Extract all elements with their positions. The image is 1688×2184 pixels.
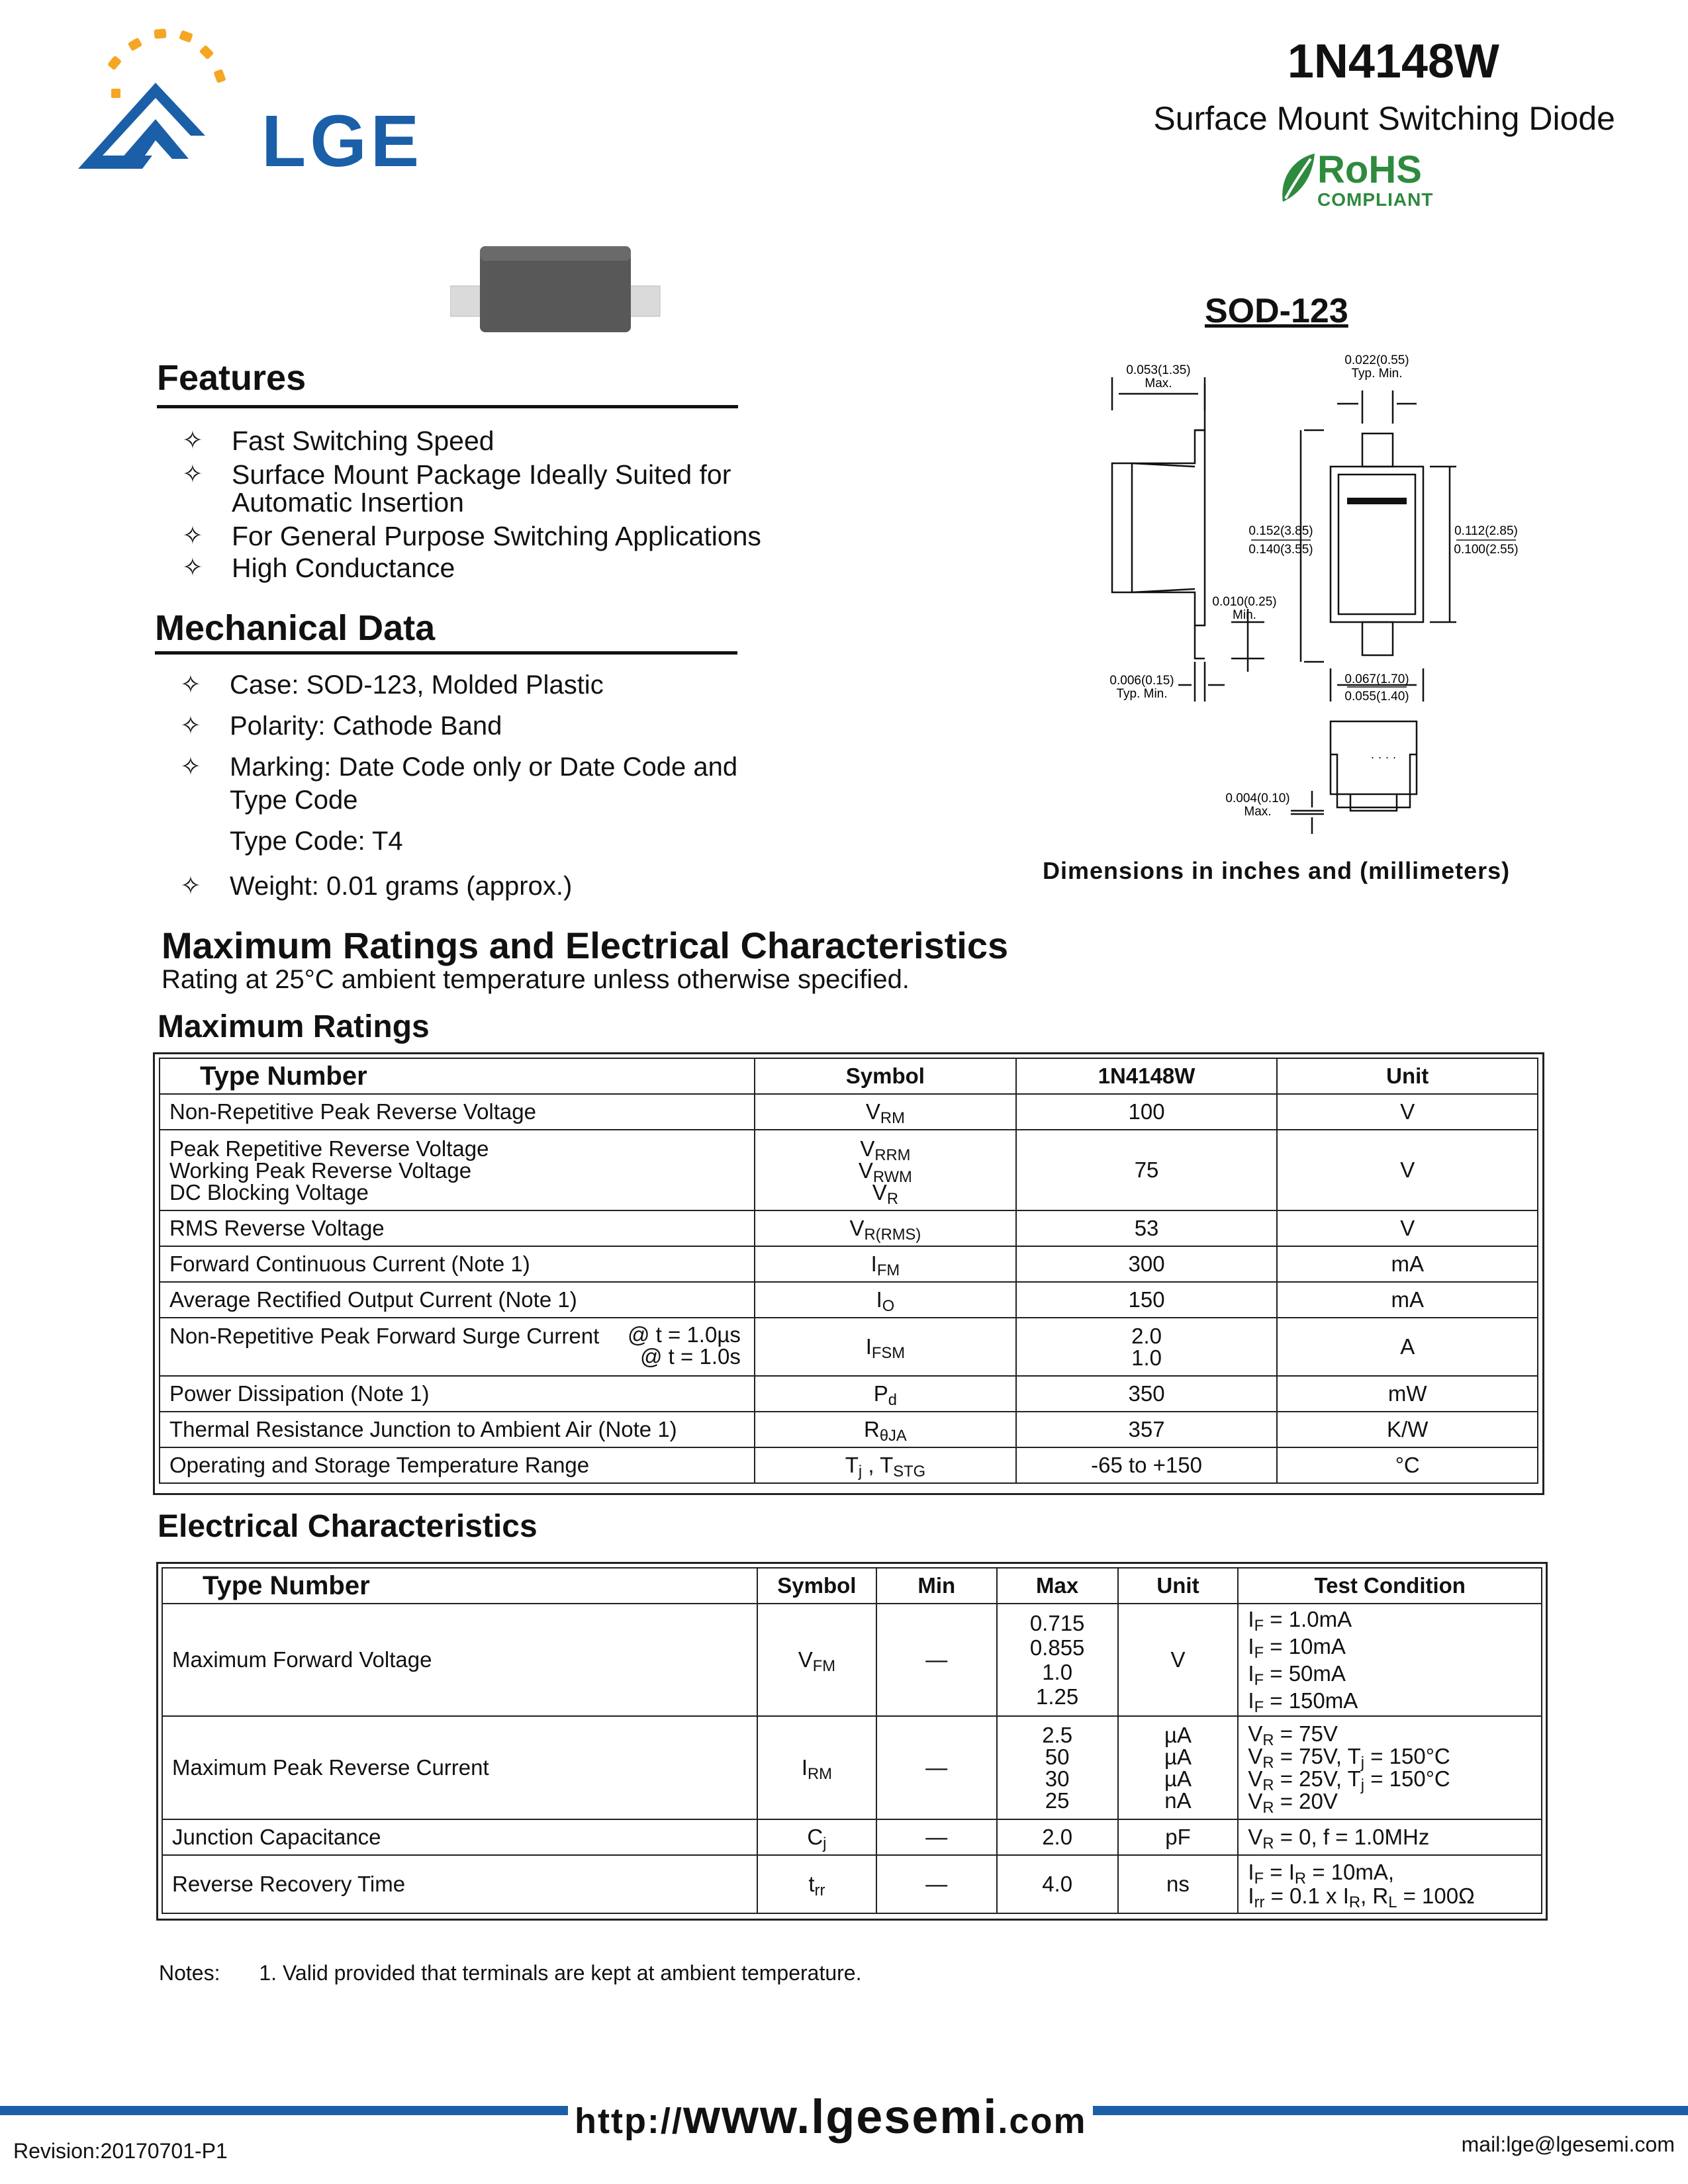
- dim-label: Min.: [1233, 608, 1256, 622]
- part-subtitle: Surface Mount Switching Diode: [1153, 100, 1615, 137]
- rohs-badge: [1317, 148, 1434, 210]
- table-row: Power Dissipation (Note 1) $P_d$ 350 mW: [160, 1376, 1538, 1412]
- table-row: Operating and Storage Temperature Range $T_j$ , $T_{STG}$ -65 to +150 °C: [160, 1447, 1538, 1483]
- part-number-title: 1N4148W: [1287, 35, 1499, 88]
- elec-table: [162, 1567, 1542, 1914]
- list-item: ✧ High Conductance: [182, 553, 455, 583]
- dim-label: Max.: [1145, 377, 1172, 390]
- dim-label: 0.152(3.85): [1248, 524, 1313, 538]
- star-bullet-icon: ✧: [180, 671, 201, 699]
- footer-mail-link[interactable]: mail:lge@lgesemi.com: [1461, 2132, 1675, 2156]
- features-heading: Features: [157, 358, 306, 398]
- dim-label: 0.053(1.35): [1126, 363, 1191, 377]
- features-rule: [157, 405, 738, 408]
- dim-label: Typ. Min.: [1351, 367, 1403, 381]
- max-ratings-table: [159, 1058, 1538, 1484]
- max-ratings-heading: Maximum Ratings: [158, 1009, 430, 1044]
- table-header-row: Type Number Symbol Min Max Unit Test Condition: [162, 1568, 1542, 1604]
- diode-photo: [450, 240, 662, 345]
- list-item: ✧ Case: SOD-123, Molded Plastic: [157, 668, 852, 702]
- logo-wordmark: LGE: [261, 101, 424, 182]
- mechanical-heading: Mechanical Data: [155, 608, 436, 648]
- note-1: 1. Valid provided that terminals are kept at ambient temperature.: [259, 1961, 862, 1985]
- dim-label: 0.004(0.10): [1225, 792, 1290, 805]
- dim-label: 0.112(2.85): [1454, 524, 1518, 538]
- table-row: Non-Repetitive Peak Reverse Voltage $V_{RM}$ 100 V: [160, 1094, 1538, 1130]
- package-dimension-drawing: [1086, 344, 1549, 847]
- section-subtitle: Rating at 25°C ambient temperature unless otherwise specified.: [162, 965, 910, 994]
- star-bullet-icon: ✧: [182, 554, 203, 582]
- table-row: Non-Repetitive Peak Forward Surge Current @ t = 1.0µs @ t = 1.0s $I_{FSM}$ 2.0 1.0 A: [160, 1318, 1538, 1376]
- table-row: Thermal Resistance Junction to Ambient Air (Note 1) $R_{\theta JA}$ 357 K/W: [160, 1412, 1538, 1447]
- table-header-row: [160, 1058, 1538, 1094]
- table-row: Peak Repetitive Reverse Voltage Working Peak Reverse Voltage DC Blocking Voltage $V_{RRM}$ $V_{RWM}$ $V_R$ 75 V: [160, 1130, 1538, 1210]
- star-bullet-icon: ✧: [182, 522, 203, 550]
- dim-label: 0.022(0.55): [1344, 353, 1409, 367]
- table-row: Maximum Forward Voltage $V_{FM}$ — 0.715 0.855 1.0 1.25 V $I_F = 1.0mA$ $I_F = 10mA$ $I_F = 50mA$ $I_F = 150mA$: [162, 1604, 1542, 1716]
- dimensions-caption: Dimensions in inches and (millimeters): [1043, 857, 1511, 884]
- table-row: Average Rectified Output Current (Note 1) $I_O$ 150 mA: [160, 1282, 1538, 1318]
- dim-label: 0.140(3.55): [1248, 543, 1313, 557]
- svg-text:· · · ·: · · · ·: [1370, 751, 1397, 764]
- table-row: RMS Reverse Voltage $V_{R(RMS)}$ 53 V: [160, 1210, 1538, 1246]
- rohs-label: RoHS: [1317, 148, 1422, 191]
- list-item: Type Code: T4: [230, 827, 403, 856]
- lge-logo-icon: [73, 20, 252, 172]
- leaf-icon: [1276, 152, 1317, 205]
- table-row: Maximum Peak Reverse Current $I_{RM}$ — 2.5 50 30 25 µA µA µA nA $V_R = 75V$ $V_R = 75V$, $T_j = 150^\circ C$ $V_R = 25V$, $T_j = 150^\circ C$ $V_R = 20V$: [162, 1716, 1542, 1819]
- col-symbol: Symbol: [755, 1058, 1016, 1094]
- col-unit: Unit: [1277, 1058, 1538, 1094]
- star-bullet-icon: ✧: [180, 753, 201, 781]
- star-bullet-icon: ✧: [180, 712, 201, 740]
- dim-label: Max.: [1244, 805, 1272, 819]
- revision-label: Revision:20170701-P1: [13, 2139, 228, 2163]
- dim-label: 0.100(2.55): [1454, 543, 1519, 557]
- col-part: 1N4148W: [1016, 1058, 1278, 1094]
- dim-label: 0.067(1.70): [1344, 672, 1409, 686]
- col-type-number: Type Number: [160, 1058, 755, 1094]
- rohs-compliant-label: COMPLIANT: [1317, 189, 1434, 210]
- mechanical-list: [157, 668, 852, 903]
- dim-label: 0.006(0.15): [1109, 674, 1174, 688]
- footer-website-link[interactable]: http://www.lgesemi.com: [568, 2090, 1093, 2144]
- table-row: Junction Capacitance $C_j$ — 2.0 pF $V_R = 0$, f = 1.0MHz: [162, 1819, 1542, 1855]
- table-row: Forward Continuous Current (Note 1) $I_{FM}$ 300 mA: [160, 1246, 1538, 1282]
- mechanical-rule: [155, 651, 737, 655]
- features-list: [159, 425, 821, 584]
- list-item: ✧ Weight: 0.01 grams (approx.): [157, 870, 852, 903]
- star-bullet-icon: ✧: [180, 872, 201, 900]
- dim-label: 0.010(0.25): [1212, 595, 1277, 609]
- section-title: Maximum Ratings and Electrical Characteristics: [162, 925, 1009, 966]
- star-bullet-icon: ✧: [182, 427, 203, 455]
- list-item: ✧ Marking: Date Code only or Date Code and Type Code: [157, 751, 852, 817]
- table-row: Reverse Recovery Time $t_{rr}$ — 4.0 ns $I_F = I_R = 10mA$, $I_{rr} = 0.1$ x $I_R$, $R_L = 100\Omega$: [162, 1855, 1542, 1913]
- list-item: ✧ For General Purpose Switching Applications: [182, 521, 761, 551]
- list-item: ✧ Fast Switching Speed: [182, 426, 494, 456]
- notes: [159, 1961, 861, 1985]
- list-item: ✧ Polarity: Cathode Band: [157, 709, 852, 743]
- dim-label: Typ. Min.: [1116, 687, 1168, 701]
- list-item: ✧ Surface Mount Package Ideally Suited for Automatic Insertion: [182, 459, 731, 518]
- dim-label: 0.055(1.40): [1344, 690, 1409, 704]
- notes-label: Notes:: [159, 1961, 220, 1985]
- star-bullet-icon: ✧: [182, 461, 203, 488]
- elec-heading: Electrical Characteristics: [158, 1509, 538, 1544]
- package-title: SOD-123: [1205, 292, 1348, 330]
